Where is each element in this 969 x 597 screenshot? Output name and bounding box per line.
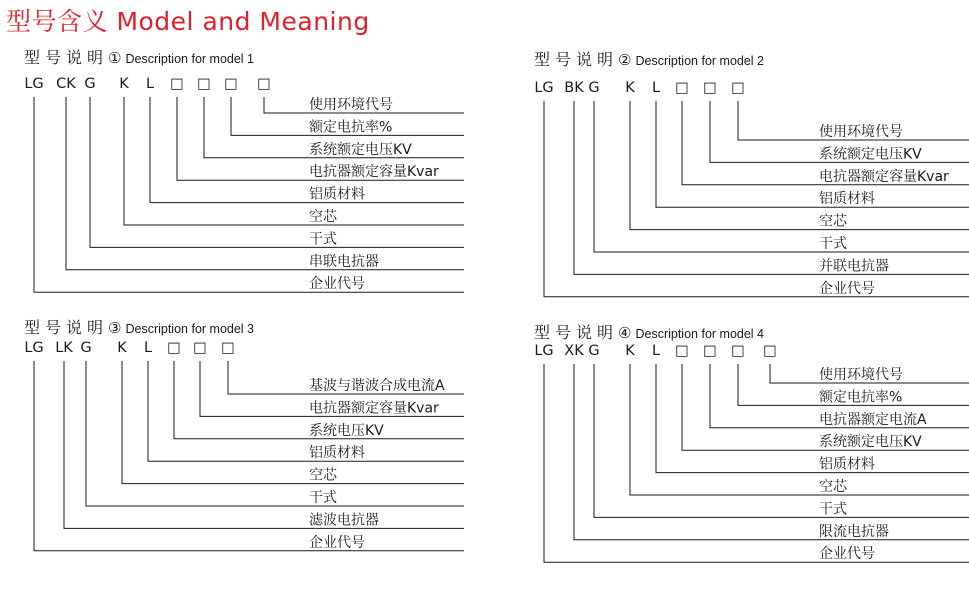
heading-number: ④: [618, 324, 632, 342]
heading-en: Description for model 2: [635, 54, 764, 68]
meaning-label: 铝质材料: [819, 191, 875, 208]
model-code-5: L: [145, 76, 155, 92]
model-code-3: G: [80, 340, 92, 356]
heading-en: Description for model 3: [125, 322, 254, 336]
model-code-5: L: [651, 80, 661, 96]
meaning-label: 干式: [309, 490, 337, 506]
diagram-heading: [534, 47, 764, 70]
model-code-tree: [24, 339, 464, 594]
model-code-6: □: [167, 340, 181, 356]
meaning-label: 使用环境代号: [819, 124, 903, 140]
model-code-8: □: [731, 343, 745, 359]
model-code-3: G: [588, 80, 600, 96]
model-code-4: K: [119, 76, 129, 92]
meaning-label: 滤波电抗器: [309, 512, 379, 529]
meaning-label: 企业代号: [309, 534, 365, 551]
meaning-label: 电抗器额定容量Kvar: [819, 168, 949, 185]
meaning-label: 使用环境代号: [309, 97, 393, 113]
model-code-4: K: [625, 343, 635, 359]
meaning-label: 限流电抗器: [819, 523, 889, 540]
heading-number: ②: [618, 51, 632, 69]
meaning-label: 系统电压KV: [309, 422, 384, 439]
leader-line: [630, 364, 969, 495]
meaning-label: 电抗器额定容量Kvar: [309, 164, 439, 181]
model-code-8: □: [224, 76, 238, 92]
model-code-tree: [534, 79, 969, 334]
leader-line: [630, 101, 969, 230]
model-code-3: G: [588, 343, 600, 359]
meaning-label: 铝质材料: [309, 186, 365, 203]
model-code-7: □: [193, 340, 207, 356]
heading-en: Description for model 4: [635, 327, 764, 341]
heading-en: Description for model 1: [125, 52, 254, 66]
model-code-9: □: [763, 343, 777, 359]
meaning-label: 串联电抗器: [309, 253, 379, 270]
model-code-2: XK: [564, 343, 584, 359]
meaning-label: 企业代号: [819, 280, 875, 297]
meaning-label: 电抗器额定容量Kvar: [309, 400, 439, 417]
meaning-label: 空芯: [309, 467, 337, 484]
model-code-4: K: [117, 340, 127, 356]
model-code-6: □: [675, 80, 689, 96]
model-code-7: □: [197, 76, 211, 92]
meaning-label: 干式: [819, 236, 847, 252]
leader-line: [34, 97, 464, 292]
model-code-2: LK: [55, 340, 73, 356]
model-code-tree: [24, 75, 464, 330]
meaning-label: 企业代号: [819, 546, 875, 563]
model-code-1: LG: [534, 343, 554, 359]
model-code-8: □: [731, 80, 745, 96]
heading-cn: 型号说明: [534, 323, 619, 342]
leader-line: [66, 97, 464, 270]
heading-cn: 型号说明: [534, 50, 619, 69]
meaning-label: 空芯: [819, 479, 847, 495]
meaning-label: 基波与谐波合成电流A: [309, 378, 445, 394]
leader-line: [656, 101, 969, 207]
model-code-tree: [534, 342, 969, 597]
heading-number: ①: [108, 49, 122, 67]
leader-line: [574, 101, 969, 274]
meaning-label: 干式: [819, 501, 847, 518]
model-code-5: L: [651, 343, 661, 359]
model-code-1: LG: [534, 80, 554, 96]
model-code-8: □: [221, 340, 235, 356]
page-title: 型号含义 Model and Meaning: [6, 7, 370, 36]
model-code-5: L: [143, 340, 153, 356]
meaning-label: 并联电抗器: [819, 258, 889, 275]
diagram-heading: [24, 45, 254, 68]
meaning-label: 使用环境代号: [819, 367, 903, 383]
meaning-label: 企业代号: [309, 276, 365, 293]
leader-line: [124, 97, 464, 225]
model-code-6: □: [170, 76, 184, 92]
meaning-label: 额定电抗率%: [309, 119, 393, 136]
model-code-7: □: [703, 343, 717, 359]
meaning-label: 空芯: [819, 213, 847, 230]
meaning-label: 铝质材料: [819, 456, 875, 473]
heading-cn: 型号说明: [24, 318, 109, 337]
leader-line: [544, 101, 969, 297]
model-code-1: LG: [24, 76, 44, 92]
model-code-3: G: [84, 76, 96, 92]
leader-line: [574, 364, 969, 540]
model-code-2: CK: [56, 76, 76, 92]
heading-cn: 型号说明: [24, 48, 109, 67]
model-code-7: □: [703, 80, 717, 96]
meaning-label: 额定电抗率%: [819, 389, 903, 406]
model-code-4: K: [625, 80, 635, 96]
meaning-label: 电抗器额定电流A: [819, 411, 927, 428]
leader-line: [544, 364, 969, 562]
model-code-1: LG: [24, 340, 44, 356]
diagram-heading: [534, 320, 764, 343]
model-code-2: BK: [564, 80, 584, 96]
meaning-label: 铝质材料: [309, 445, 365, 462]
meaning-label: 干式: [309, 231, 337, 248]
meaning-label: 空芯: [309, 209, 337, 225]
model-code-9: □: [257, 76, 271, 92]
diagram-heading: [24, 315, 254, 338]
meaning-label: 系统额定电压KV: [819, 146, 922, 163]
model-code-6: □: [675, 343, 689, 359]
heading-number: ③: [108, 319, 122, 337]
meaning-label: 系统额定电压KV: [309, 141, 412, 158]
meaning-label: 系统额定电压KV: [819, 434, 922, 451]
